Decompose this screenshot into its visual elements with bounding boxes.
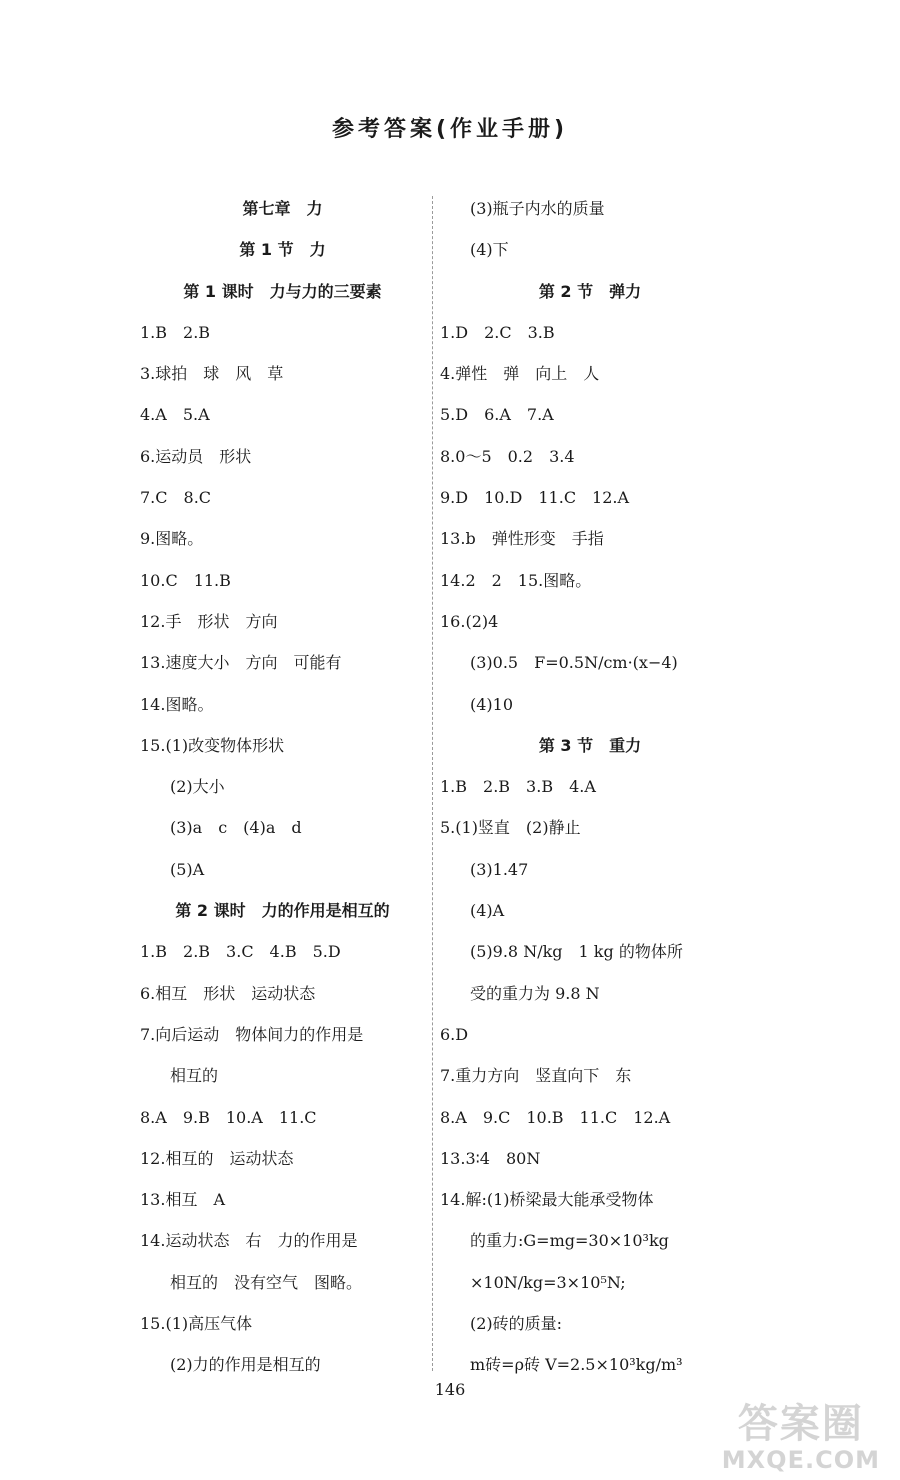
answer-line: 8.A 9.B 10.A 11.C xyxy=(140,1107,317,1127)
answer-line: 4.A 5.A xyxy=(140,405,210,425)
answer-line: (2)大小 xyxy=(170,777,225,797)
answer-line: (3)瓶子内水的质量 xyxy=(470,199,605,218)
answer-line: 1.B 2.B xyxy=(140,322,211,342)
answer-line: 14.运动状态 右 力的作用是 xyxy=(140,1231,358,1251)
answer-line: ×10N/kg=3×10⁵N; xyxy=(470,1272,626,1292)
answer-line: (5)9.8 N/kg 1 kg 的物体所 xyxy=(470,942,683,962)
answer-line: 6.相互 形状 运动状态 xyxy=(140,983,316,1003)
answer-line: (4)A xyxy=(470,901,505,921)
answer-line: 5.D 6.A 7.A xyxy=(440,405,554,425)
answer-line: (4)10 xyxy=(470,694,514,714)
answer-line: (5)A xyxy=(170,859,205,879)
answer-line: 8.A 9.C 10.B 11.C 12.A xyxy=(440,1107,671,1127)
answer-line: (3)1.47 xyxy=(470,859,529,879)
answer-line: 15.(1)改变物体形状 xyxy=(140,735,285,755)
answer-line: (3)0.5 F=0.5N/cm·(x−4) xyxy=(470,653,678,673)
answer-line: 7.C 8.C xyxy=(140,488,212,508)
watermark-site: MXQE.COM xyxy=(721,1446,880,1474)
section-heading: 第 2 课时 力的作用是相互的 xyxy=(175,901,390,921)
watermark-logo: 答案圈 xyxy=(737,1401,864,1447)
answer-line: 13.3∶4 80N xyxy=(440,1148,541,1168)
section-heading: 第 2 节 弹力 xyxy=(538,281,642,301)
answer-line: 15.(1)高压气体 xyxy=(140,1314,253,1334)
answer-line: 13.相互 A xyxy=(140,1190,226,1210)
answer-line: 7.重力方向 竖直向下 东 xyxy=(440,1066,632,1086)
answer-line: 10.C 11.B xyxy=(140,570,231,590)
answer-line: 9.图略。 xyxy=(140,529,204,549)
answer-line: 16.(2)4 xyxy=(440,611,499,631)
answer-line: 9.D 10.D 11.C 12.A xyxy=(440,488,630,508)
answer-line: 1.B 2.B 3.C 4.B 5.D xyxy=(140,942,341,962)
answer-line: 7.向后运动 物体间力的作用是 xyxy=(140,1024,364,1044)
answer-line: 的重力:G=mg=30×10³kg xyxy=(470,1231,669,1251)
answer-line: (3)a c (4)a d xyxy=(170,818,302,838)
answer-line: 8.0～5 0.2 3.4 xyxy=(440,446,575,466)
answer-line: 13.b 弹性形变 手指 xyxy=(440,529,604,549)
answer-line: 12.手 形状 方向 xyxy=(140,611,278,631)
answer-line: 相互的 没有空气 图略。 xyxy=(170,1272,363,1292)
answer-line: 6.运动员 形状 xyxy=(140,446,252,466)
answer-line: 14.2 2 15.图略。 xyxy=(440,570,592,590)
answer-line: 14.图略。 xyxy=(140,694,214,714)
page-number: 146 xyxy=(434,1380,466,1399)
answer-line: 4.弹性 弹 向上 人 xyxy=(440,364,600,384)
answer-line: (2)力的作用是相互的 xyxy=(170,1355,321,1375)
answer-line: (2)砖的质量: xyxy=(470,1314,563,1334)
answer-line: 13.速度大小 方向 可能有 xyxy=(140,653,342,673)
answer-line: 1.B 2.B 3.B 4.A xyxy=(440,777,596,797)
watermark xyxy=(722,1402,880,1474)
answer-line: (4)下 xyxy=(470,240,509,260)
answer-line: 3.球拍 球 风 草 xyxy=(140,364,284,384)
answer-line: m砖=ρ砖 V=2.5×10³kg/m³ xyxy=(470,1355,683,1375)
answer-line: 5.(1)竖直 (2)静止 xyxy=(440,818,581,838)
answer-line: 12.相互的 运动状态 xyxy=(140,1148,294,1168)
right-column xyxy=(440,188,740,1386)
section-heading: 第 3 节 重力 xyxy=(538,735,642,755)
answer-line: 14.解:(1)桥梁最大能承受物体 xyxy=(440,1190,654,1210)
page-title: 参考答案(作业手册) xyxy=(331,117,569,142)
answer-line: 相互的 xyxy=(170,1066,219,1086)
answer-line: 6.D xyxy=(440,1024,469,1044)
answer-line: 1.D 2.C 3.B xyxy=(440,322,555,342)
section-heading: 第 1 节 力 xyxy=(239,240,326,260)
section-heading: 第 1 课时 力与力的三要素 xyxy=(183,281,382,301)
section-heading: 第七章 力 xyxy=(242,199,323,218)
answer-line: 受的重力为 9.8 N xyxy=(470,983,600,1003)
column-divider xyxy=(432,196,433,1371)
left-column xyxy=(140,188,425,1386)
